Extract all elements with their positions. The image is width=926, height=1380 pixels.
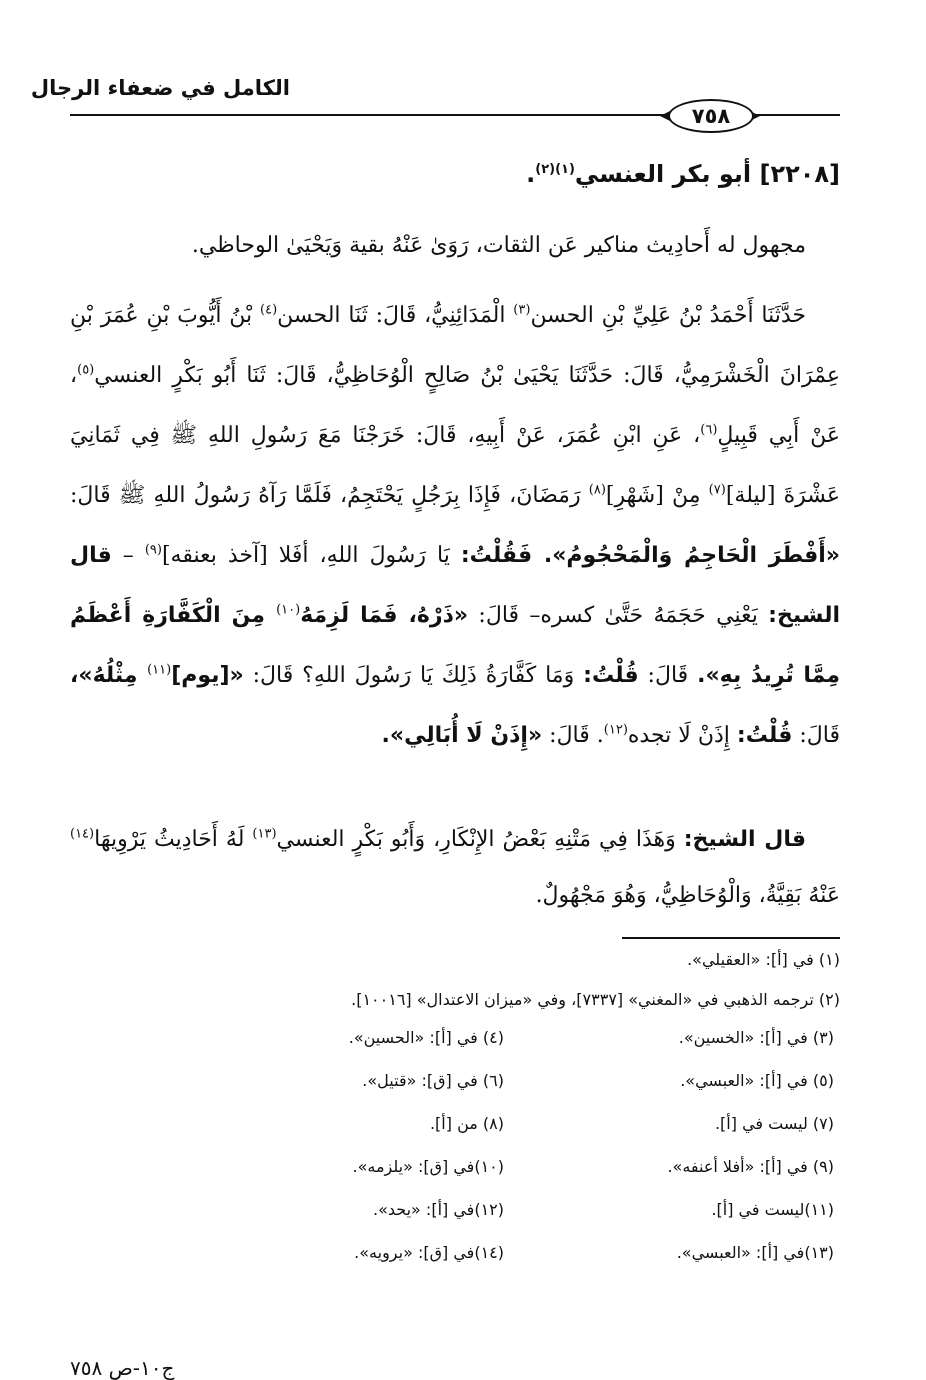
hadith-text: وَمَا كَفَّارَةُ ذَلِكَ يَا رَسُولَ اللهِ؟ قَالَ:	[243, 663, 584, 688]
footnote-marker: (٨)	[588, 482, 606, 498]
footnote-marker: (١)(٢)	[535, 162, 575, 177]
intro-paragraph: مجهول له أَحادِيث مناكير عَن الثقات، رَوَىٰ عَنْهُ بقية وَيَحْيَىٰ الوحاظي.	[191, 233, 806, 258]
sheikh-label: قال الشيخ:	[683, 827, 806, 852]
page-number-text: ٧٥٨	[691, 104, 731, 128]
hadith-text: حَدَّثَنَا أَحْمَدُ بْنُ عَلِيِّ بْنِ الحسن	[530, 303, 807, 328]
hadith-bold-text: «ذَرْهُ، فَمَا لَزِمَهُ	[300, 603, 469, 628]
footnote-6: (٦) في [ق]: «قتيل».	[362, 1071, 504, 1090]
hadith-text: ، عَنْ أَبِي قَبِيلٍ	[70, 363, 841, 448]
hadith-text: –	[111, 543, 145, 568]
footnote-3: (٣) في [أ]: «الخسين».	[678, 1028, 834, 1047]
entry-number: [٢٢٠٨]	[759, 160, 840, 188]
footnote-7: (٧) ليست في [أ].	[714, 1114, 834, 1133]
footnote-separator	[622, 937, 840, 939]
footnote-marker: (٩)	[144, 542, 162, 558]
sheikh-text: لَهُ أَحَادِيثُ يَرْوِيهَا	[94, 827, 253, 852]
footnote-marker: (٥)	[77, 362, 95, 378]
footnote-1: (١) في [أ]: «العقيلي».	[687, 950, 840, 969]
entry-heading-end: .	[526, 160, 536, 188]
footnote-4: (٤) في [أ]: «الحسين».	[348, 1028, 504, 1047]
hadith-bold-text: «أَفْطَرَ الْحَاجِمُ وَالْمَحْجُومُ». فَقُلْتُ:	[460, 543, 840, 568]
hadith-text: بْنُ أَيُّوبَ بْنِ عُمَرَ بْنِ عِمْرَانَ الْخَشْرَمِيُّ، قَالَ: حَدَّثَنَا يَحْيَىٰ بْنُ صَالِحٍ الْوُحَاظِيُّ، قَالَ: ثَنَا أَبُو بَكْرٍ العنسي	[70, 303, 840, 388]
footnote-12: (١٢)في [أ]: «يحد».	[373, 1200, 504, 1219]
hadith-text: . قَالَ:	[542, 723, 604, 748]
footnote-2: (٢) ترجمه الذهبي في «المغني» [٧٣٣٧]، وفي «ميزان الاعتدال» [١٠٠١٦].	[351, 990, 840, 1009]
hadith-bold-text: قُلْتُ:	[736, 723, 793, 748]
footnote-marker: (١٤)	[70, 826, 95, 842]
footnote-marker: (١٣)	[252, 826, 277, 842]
hadith-text: رَمَضَانَ، فَإِذَا بِرَجُلٍ يَحْتَجِمُ، فَلَمَّا رَآهُ رَسُولُ اللهِ ﷺ قَالَ:	[70, 483, 589, 508]
page-number	[668, 99, 754, 133]
hadith-text: إِذَنْ لَا تجده	[627, 723, 737, 748]
entry-heading	[526, 160, 840, 188]
footnote-marker: (١٢)	[603, 722, 628, 738]
footnote-8: (٨) من [أ].	[429, 1114, 504, 1133]
hadith-bold-text: «[يوم]	[171, 663, 244, 688]
sheikh-comment-paragraph	[70, 812, 840, 924]
hadith-text: الْمَدَائِنِيُّ، قَالَ: ثَنَا الحسن	[277, 303, 514, 328]
footnote-13: (١٣)في [أ]: «العبسي».	[676, 1243, 834, 1262]
entry-name: أبو بكر العنسي	[574, 160, 752, 188]
hadith-text: ، عَنِ ابْنِ عُمَرَ، عَنْ أَبِيهِ، قَالَ: خَرَجْنَا مَعَ رَسُولِ اللهِ ﷺ فِي ثَمَانِيَ عَشْرَةَ [ليلة]	[70, 423, 840, 508]
footnote-5: (٥) في [أ]: «العبسي».	[680, 1071, 834, 1090]
sheikh-text: وَهَذَا فِي مَتْنِهِ بَعْضُ الإِنْكَارِ، وَأَبُو بَكْرٍ العنسي	[276, 827, 684, 852]
footnote-marker: (٤)	[260, 302, 278, 318]
footnote-11: (١١)ليست في [أ].	[711, 1200, 834, 1219]
hadith-text: يَا رَسُولَ اللهِ، أفَلا [آخذ بعنقه]	[161, 543, 461, 568]
hadith-bold-text: قُلْتُ:	[583, 663, 639, 688]
hadith-bold-text: قال الشيخ:	[70, 543, 840, 628]
footnote-14: (١٤)في [ق]: «يرويه».	[354, 1243, 504, 1262]
footnotes-grid	[180, 1028, 840, 1286]
hadith-bold-text: مِنَ الْكَفَّارَةِ أَعْظَمُ مِمَّا تُرِيدُ بِهِ».	[70, 603, 840, 688]
hadith-bold-text: «إِذَنْ لَا أُبَالِي».	[381, 723, 543, 748]
footnote-marker: (٦)	[700, 422, 718, 438]
footnote-9: (٩) في [أ]: «أفلا أعنفه».	[667, 1157, 834, 1176]
volume-page-signature: ج١٠-ص ٧٥٨	[70, 1356, 175, 1380]
hadith-paragraph	[70, 286, 840, 766]
sheikh-text: عَنْهُ بَقِيَّةُ، وَالْوُحَاظِيُّ، وَهُوَ مَجْهُولٌ.	[535, 883, 840, 908]
hadith-text: يَعْنِي حَجَمَهُ حَتَّىٰ كسره– قَالَ:	[468, 603, 769, 628]
footnote-marker: (١٠)	[276, 602, 301, 618]
footnote-10: (١٠)في [ق]: «يلزمه».	[352, 1157, 504, 1176]
hadith-text: مِنْ [شَهْرِ]	[605, 483, 709, 508]
footnote-marker: (٧)	[708, 482, 726, 498]
footnote-marker: (٣)	[513, 302, 531, 318]
footnote-marker: (١١)	[147, 662, 172, 678]
hadith-bold-text: مِثْلُهُ»،	[70, 663, 148, 688]
running-header-title: الكامل في ضعفاء الرجال	[30, 76, 290, 100]
hadith-text: قَالَ:	[792, 723, 840, 748]
hadith-text: قَالَ:	[638, 663, 698, 688]
